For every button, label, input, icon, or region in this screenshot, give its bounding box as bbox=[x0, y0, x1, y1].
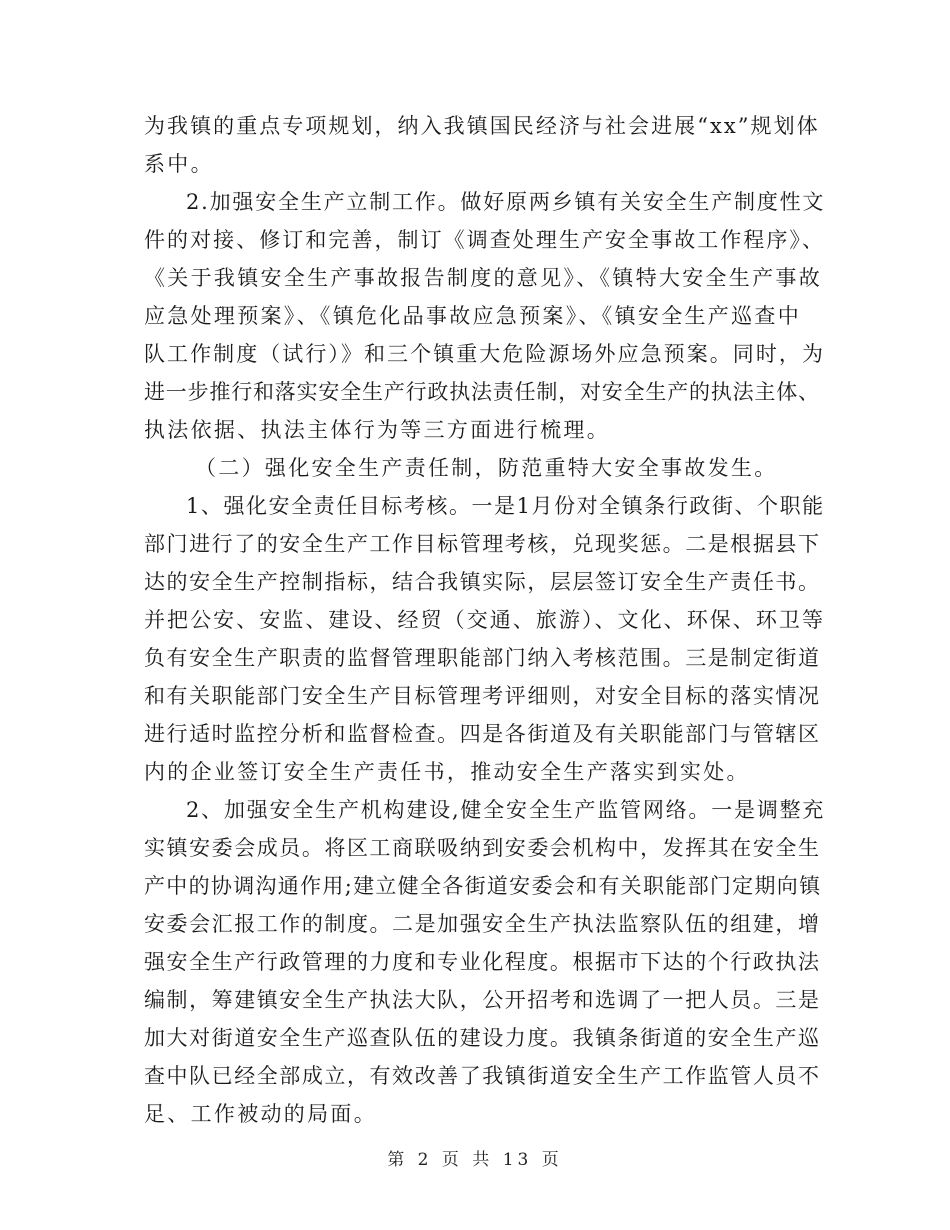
paragraph-line: 队工作制度（试行）》和三个镇重大危险源场外应急预案。同时，为 bbox=[144, 342, 825, 366]
paragraph-line: 安委会汇报工作的制度。二是加强安全生产执法监察队伍的组建，增 bbox=[144, 912, 821, 936]
page-number-footer: 第 2 页 共 13 页 bbox=[387, 1150, 563, 1170]
paragraph-line: 系中。 bbox=[144, 152, 214, 176]
paragraph-line: 足、工作被动的局面。 bbox=[144, 1102, 377, 1126]
paragraph-line: 为我镇的重点专项规划，纳入我镇国民经济与社会进展“xx”规划体 bbox=[144, 114, 820, 138]
paragraph-line: 达的安全生产控制指标，结合我镇实际，层层签订安全生产责任书。 bbox=[144, 570, 821, 594]
paragraph-line: 应急处理预案》、《镇危化品事故应急预案》、《镇安全生产巡查中 bbox=[144, 304, 801, 328]
paragraph-line: 进行适时监控分析和监督检查。四是各街道及有关职能部门与管辖区 bbox=[144, 722, 821, 746]
paragraph-line: 件的对接、修订和完善，制订《调查处理生产安全事故工作程序》、 bbox=[144, 228, 825, 252]
paragraph-line: 实镇安委会成员。将区工商联吸纳到安委会机构中，发挥其在安全生 bbox=[144, 836, 821, 860]
paragraph-line: 2.加强安全生产立制工作。做好原两乡镇有关安全生产制度性文 bbox=[186, 190, 826, 214]
paragraph-line: 进一步推行和落实安全生产行政执法责任制，对安全生产的执法主体、 bbox=[144, 380, 820, 404]
paragraph-line: 编制，筹建镇安全生产执法大队，公开招考和选调了一把人员。三是 bbox=[144, 988, 821, 1012]
paragraph-line: 强安全生产行政管理的力度和专业化程度。根据市下达的个行政执法 bbox=[144, 950, 821, 974]
paragraph-line: 产中的协调沟通作用;建立健全各街道安委会和有关职能部门定期向镇 bbox=[144, 874, 822, 898]
paragraph-line: 并把公安、安监、建设、经贸（交通、旅游）、文化、环保、环卫等 bbox=[144, 608, 825, 632]
paragraph-line: 部门进行了的安全生产工作目标管理考核，兑现奖惩。二是根据县下 bbox=[144, 532, 821, 556]
paragraph-line: 执法依据、执法主体行为等三方面进行梳理。 bbox=[144, 418, 610, 442]
paragraph-line: 内的企业签订安全生产责任书，推动安全生产落实到实处。 bbox=[144, 760, 750, 784]
paragraph-line: 负有安全生产职责的监督管理职能部门纳入考核范围。三是制定街道 bbox=[144, 646, 821, 670]
paragraph-line: 1、强化安全责任目标考核。一是1月份对全镇条行政街、个职能 bbox=[186, 494, 825, 518]
paragraph-line: 2、加强安全生产机构建设,健全安全生产监管网络。一是调整充 bbox=[186, 798, 826, 822]
paragraph-line: 和有关职能部门安全生产目标管理考评细则，对安全目标的落实情况 bbox=[144, 684, 821, 708]
paragraph-line: 加大对街道安全生产巡查队伍的建设力度。我镇条街道的安全生产巡 bbox=[144, 1026, 821, 1050]
section-heading: （二）强化安全生产责任制，防范重特大安全事故发生。 bbox=[195, 456, 778, 480]
paragraph-line: 《关于我镇安全生产事故报告制度的意见》、《镇特大安全生产事故 bbox=[144, 266, 822, 290]
paragraph-line: 查中队已经全部成立，有效改善了我镇街道安全生产工作监管人员不 bbox=[144, 1064, 821, 1088]
